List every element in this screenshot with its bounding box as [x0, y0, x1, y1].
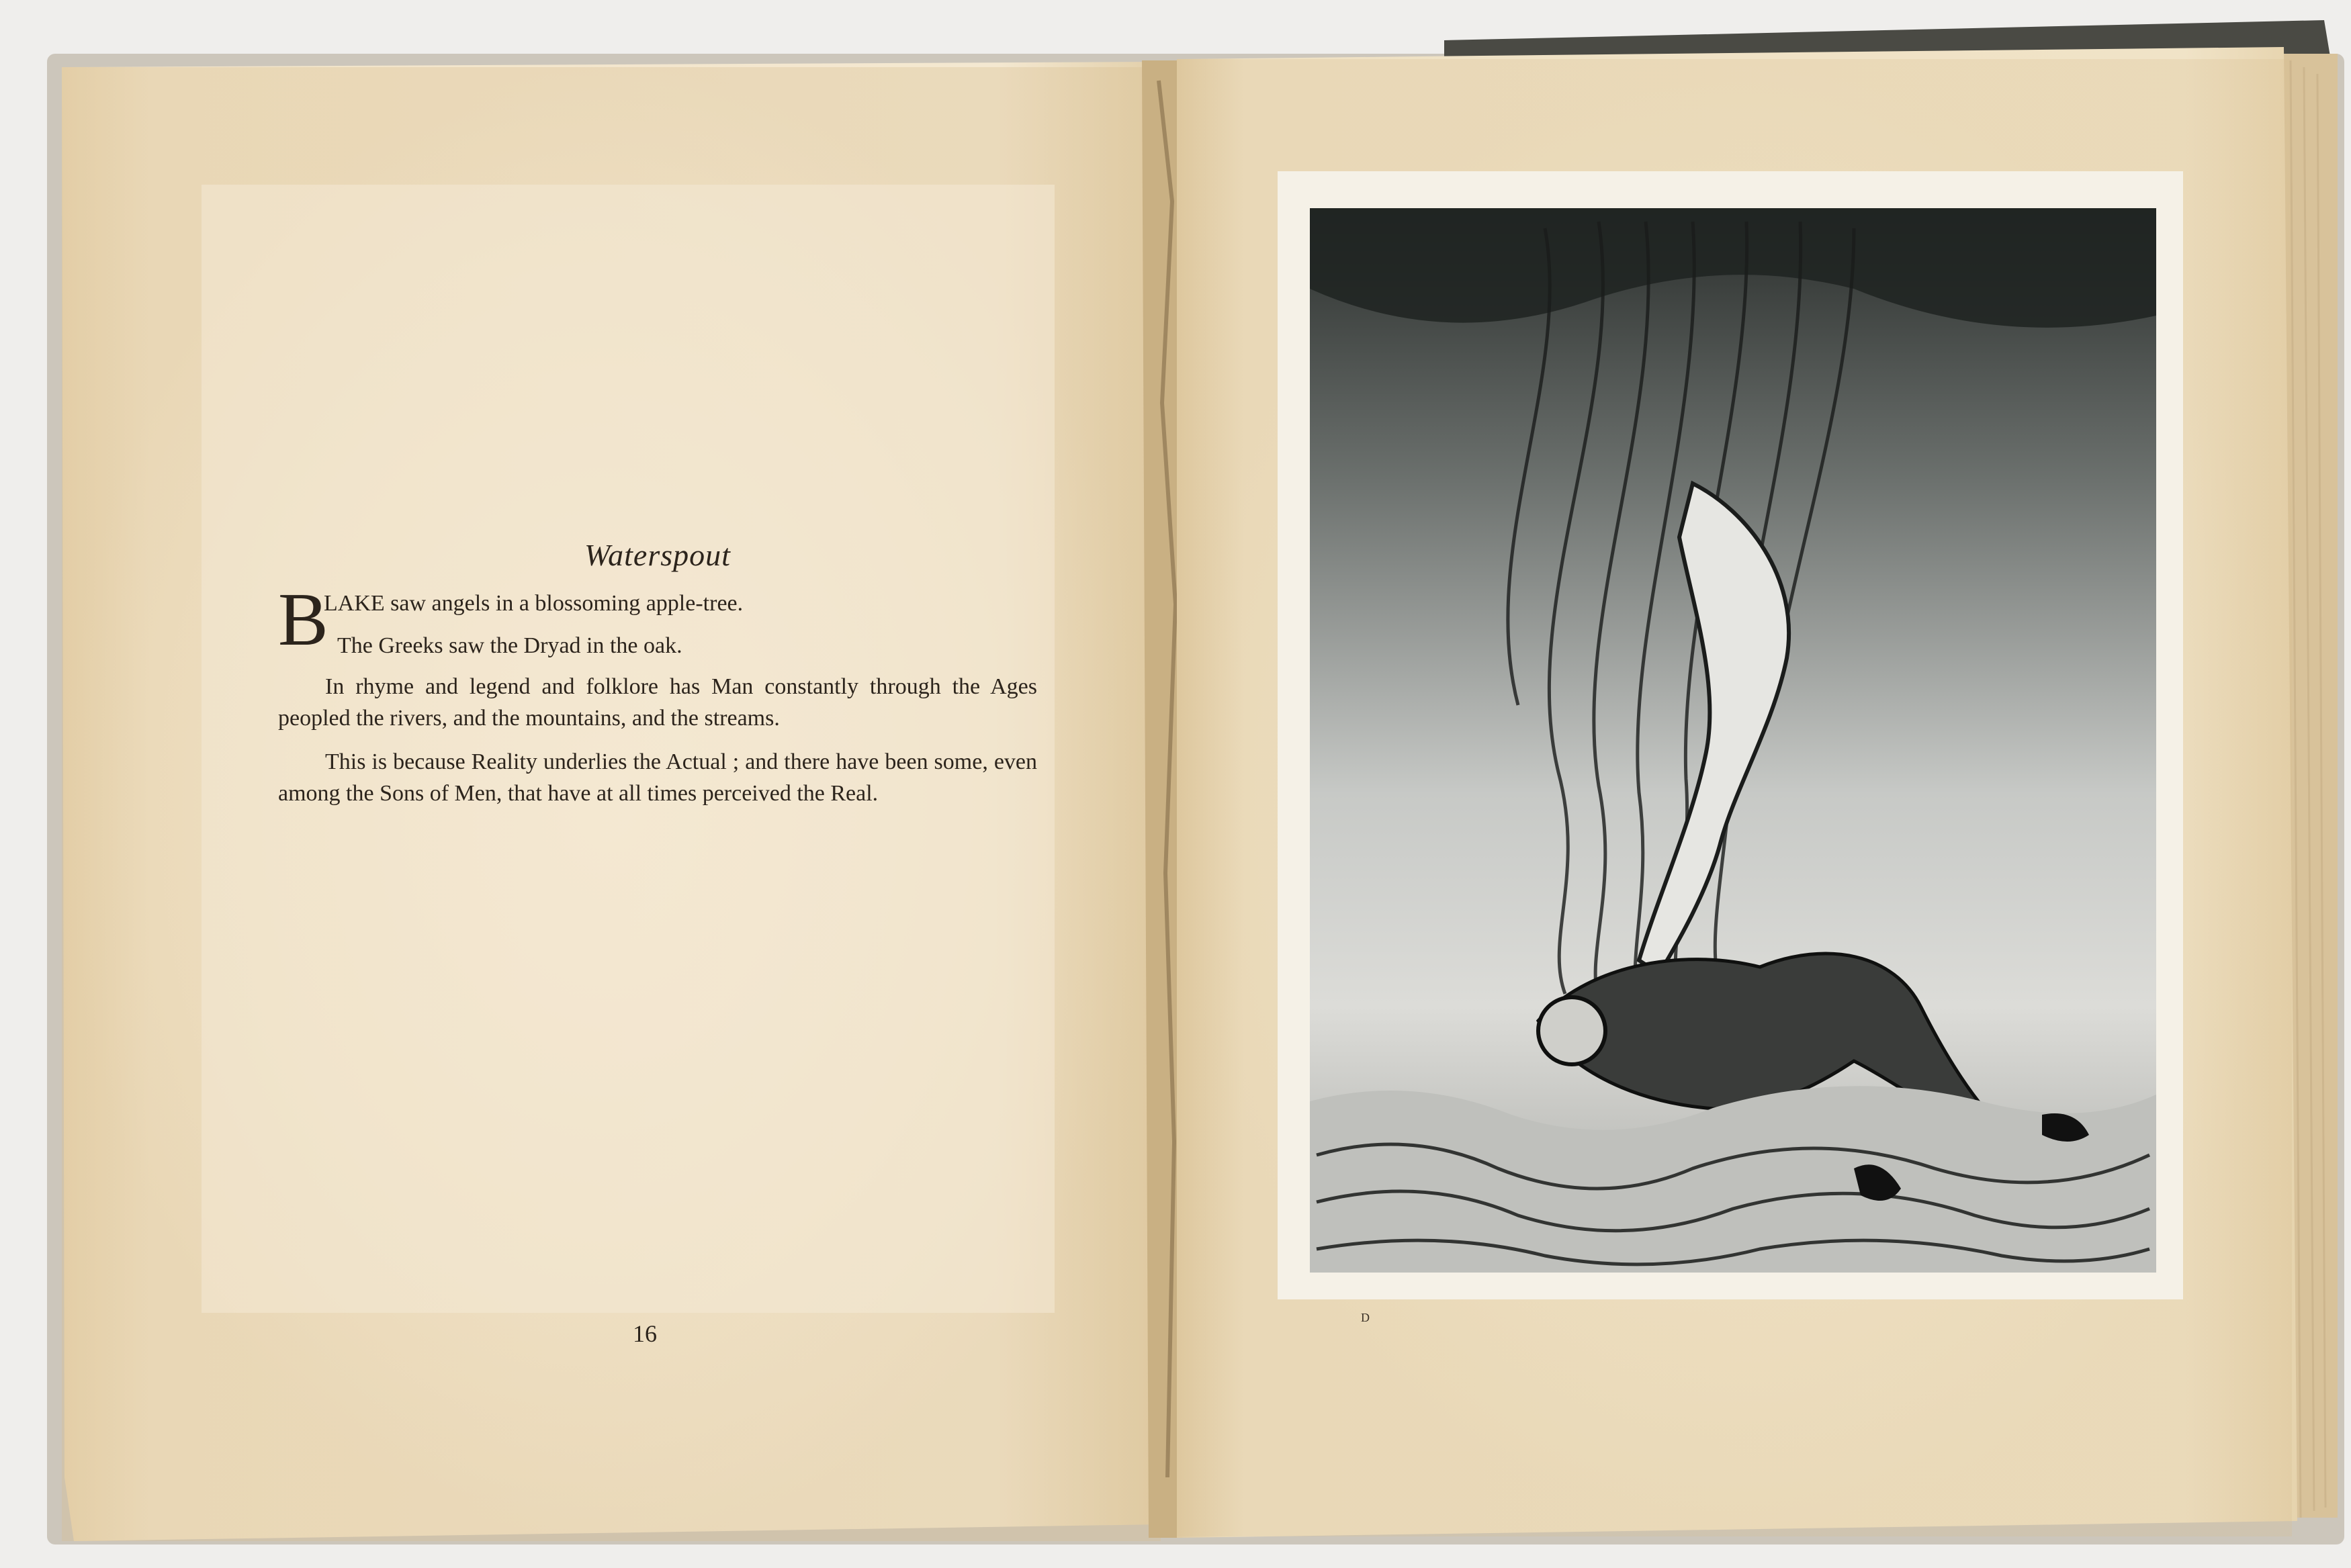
drop-cap: B: [278, 578, 328, 661]
second-line: The Greeks saw the Dryad in the oak.: [337, 633, 682, 658]
left-page-text: [278, 537, 1037, 821]
opening-paragraph: [278, 578, 1037, 661]
page-title: Waterspout: [584, 538, 731, 572]
paragraph-3: This is because Reality underlies the Actual ; and there have been some, even among the Sons of Men, that have at all times perceived the Real.: [278, 749, 1037, 806]
paragraph-2: In rhyme and legend and folklore has Man constantly through the Ages peopled the rivers, and the mountains, and the streams.: [278, 674, 1037, 731]
opening-line: LAKE saw angels in a blossoming apple-tree.: [324, 591, 744, 616]
signature-mark: D: [1361, 1311, 1370, 1324]
page-number: 16: [633, 1320, 657, 1347]
